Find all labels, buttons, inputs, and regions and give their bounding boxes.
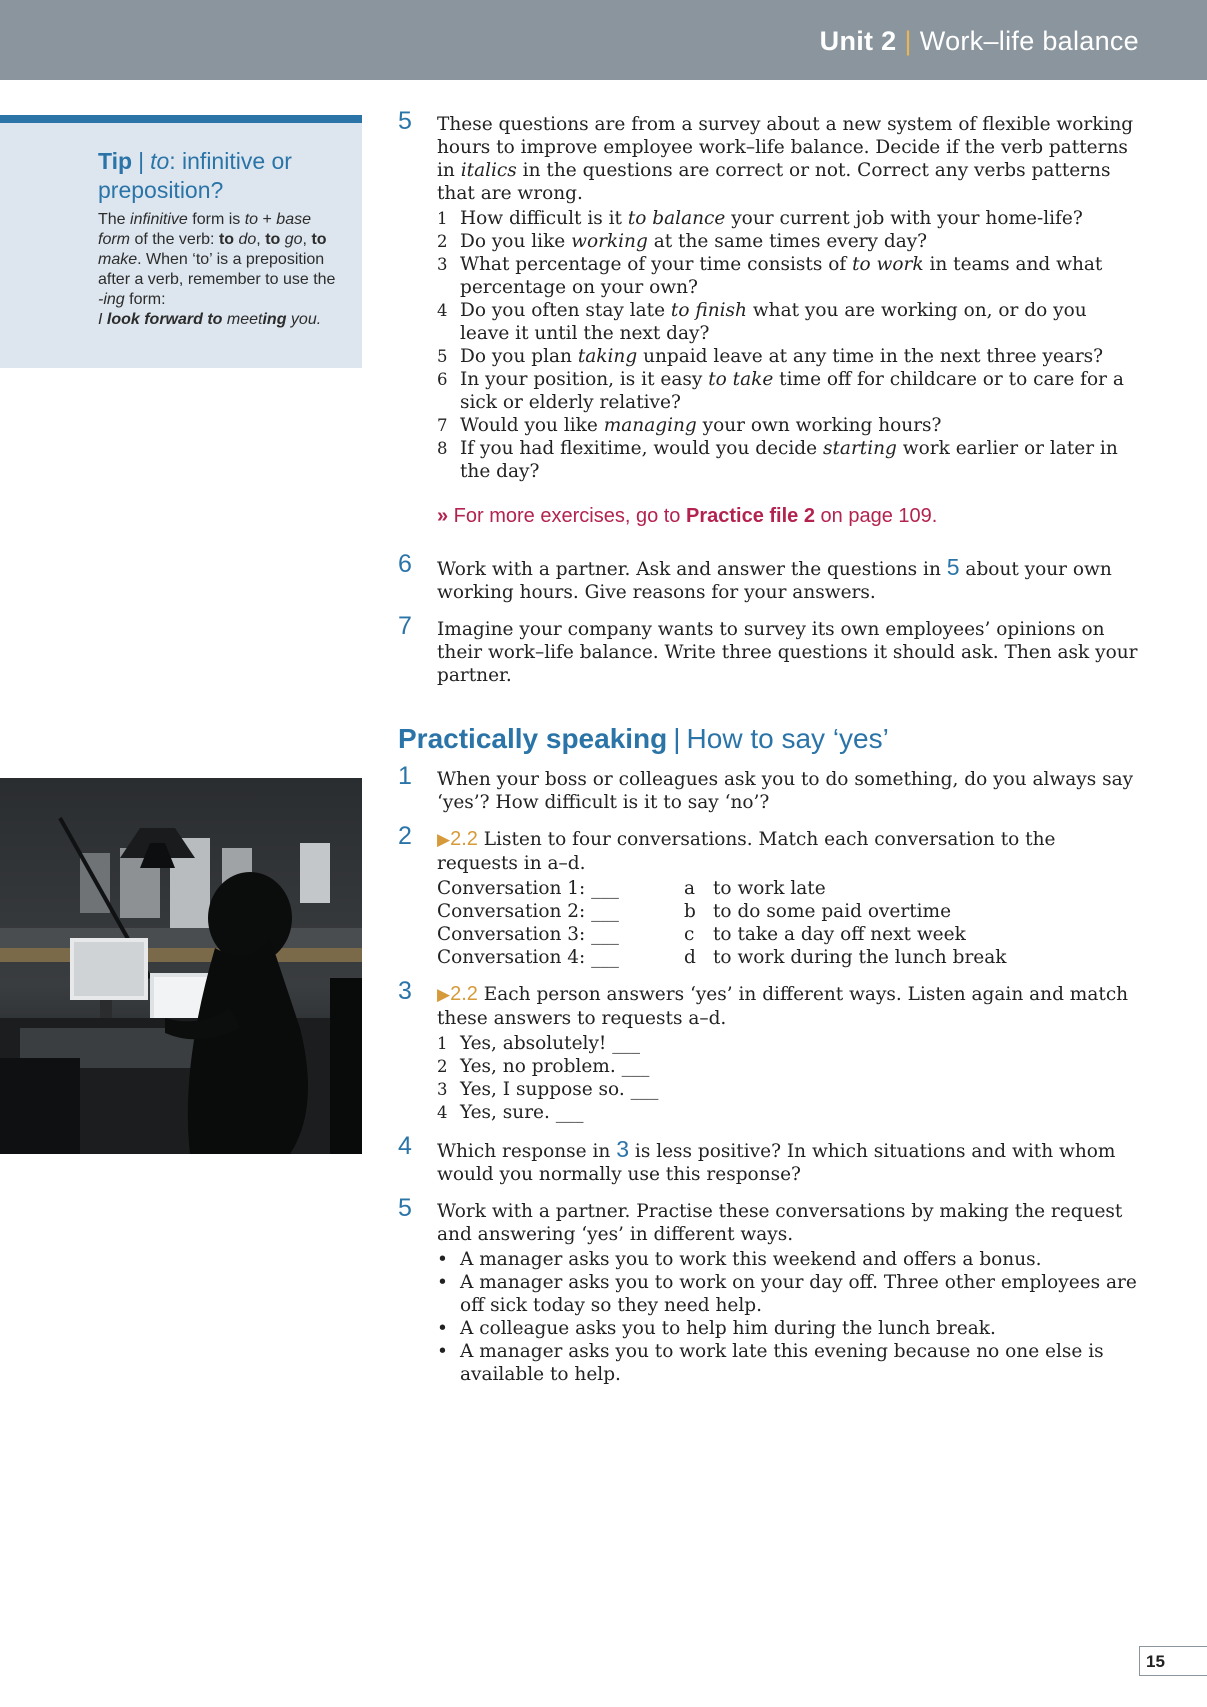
- tip-example-bold: look forward to: [106, 311, 223, 328]
- exercise-number: 3: [398, 977, 412, 1005]
- tip-label: Tip: [98, 148, 133, 174]
- item-text: in teams and what percentage on your own?: [460, 254, 1103, 298]
- list-item: [437, 414, 1138, 437]
- tip-text: of the verb:: [130, 231, 219, 248]
- play-audio-icon[interactable]: ▶: [437, 985, 451, 1005]
- instruction-text: Which response in: [437, 1141, 617, 1162]
- item-verb: to work: [852, 254, 924, 275]
- request-option: [684, 946, 1138, 969]
- tip-text: The: [98, 211, 131, 228]
- tip-text-bold: to: [311, 231, 327, 248]
- exercise-instruction: [437, 556, 1138, 604]
- exercise-6: [398, 550, 1138, 604]
- option-letter: a: [684, 878, 696, 899]
- item-number: 7: [437, 416, 448, 435]
- tip-text: ,: [302, 231, 312, 248]
- instruction-text: is less positive? In which situations and with whom would you normally use this response?: [437, 1141, 1116, 1185]
- conversation-item: Conversation 2: ___: [437, 901, 619, 922]
- conversation-item: Conversation 4: ___: [437, 947, 619, 968]
- link-bold: Practice file 2: [686, 505, 815, 527]
- instruction-italic: italics: [460, 160, 517, 181]
- item-number: 8: [437, 439, 448, 458]
- conversation-item: Conversation 3: ___: [437, 924, 619, 945]
- audio-track: 2.2: [450, 828, 478, 850]
- item-text: If you had flexitime, would you decide: [460, 438, 823, 459]
- item-text: your current job with your home-life?: [725, 208, 1083, 229]
- main-content: [398, 107, 1138, 1400]
- instruction-text: Listen to four conversations. Match each conversation to the requests in a–d.: [437, 829, 1056, 874]
- item-number: 4: [437, 1103, 448, 1122]
- exercise-number: 1: [398, 762, 412, 790]
- item-text: what you are working on, or do you leave it until the next day?: [460, 300, 1087, 344]
- unit-separator: |: [904, 26, 912, 56]
- list-item: [437, 253, 1138, 299]
- exercise-instruction: When your boss or colleagues ask you to do something, do you always say ‘yes’? How difficult is it to say ‘no’?: [437, 769, 1134, 813]
- office-photo-illustration: [0, 778, 362, 1154]
- request-option: [684, 877, 1138, 900]
- exercise-reference: 5: [946, 554, 960, 580]
- question-list: [437, 207, 1138, 483]
- item-text: Yes, no problem. ___: [460, 1056, 650, 1077]
- office-photo: [0, 778, 362, 1154]
- tip-text: form is: [187, 211, 245, 228]
- item-text: What percentage of your time consists of: [460, 254, 853, 275]
- option-letter: b: [684, 901, 696, 922]
- item-number: 1: [437, 1034, 448, 1053]
- instruction-text: about your own working hours. Give reasons for your answers.: [437, 559, 1112, 603]
- item-verb: taking: [577, 346, 638, 367]
- tip-example-text: I: [98, 311, 107, 328]
- tip-example-text: meet: [222, 311, 263, 328]
- item-text: Would you like: [460, 415, 604, 436]
- tip-text-italic: go: [280, 231, 303, 248]
- request-option: [684, 923, 1138, 946]
- item-text: In your position, is it easy: [460, 369, 709, 390]
- list-item: [437, 368, 1138, 414]
- item-text: at the same times every day?: [647, 231, 928, 252]
- item-text: Yes, absolutely! ___: [460, 1033, 640, 1054]
- unit-label: Unit 2: [819, 26, 897, 56]
- list-item: • A manager asks you to work late this evening because no one else is available to help.: [437, 1340, 1138, 1386]
- scenario-list: [437, 1248, 1138, 1386]
- item-text: your own working hours?: [696, 415, 942, 436]
- ps-exercise-1: [398, 762, 1138, 814]
- list-item: [437, 437, 1138, 483]
- item-text: Do you often stay late: [460, 300, 671, 321]
- option-text: to do some paid overtime: [713, 901, 952, 922]
- list-item: [437, 1078, 1138, 1101]
- exercise-instruction: Work with a partner. Practise these conversations by making the request and answering ‘yes’ in different ways.: [437, 1201, 1123, 1245]
- tip-text-italic: -ing: [98, 291, 125, 308]
- exercise-reference: 3: [616, 1136, 630, 1162]
- unit-title: [820, 26, 1139, 57]
- instruction-text: Each person answers ‘yes’ in different ways. Listen again and match these answers to requests a–d.: [437, 984, 1129, 1029]
- instruction-text: in the questions are correct or not. Correct any verbs patterns that are wrong.: [437, 160, 1111, 204]
- option-letter: d: [684, 947, 696, 968]
- tip-title-rest: : infinitive or preposition?: [98, 148, 292, 203]
- exercise-number: 5: [398, 107, 412, 135]
- tip-text: . When ‘to’ is a preposition after a verb, remember to use the: [98, 251, 336, 288]
- exercise-number: 2: [398, 822, 412, 850]
- tip-text-italic: do: [234, 231, 257, 248]
- list-item: [437, 345, 1138, 368]
- tip-title-italic: to: [150, 148, 170, 174]
- exercise-instruction: [437, 113, 1138, 205]
- item-text: time off for childcare or to care for a sick or elderly relative?: [460, 369, 1124, 413]
- page-header: [0, 0, 1207, 80]
- list-item: • A colleague asks you to help him during the lunch break.: [437, 1317, 1138, 1340]
- page-number: 15: [1139, 1646, 1207, 1676]
- list-item: [437, 1101, 1138, 1124]
- item-text: Do you plan: [460, 346, 578, 367]
- tip-text-italic: base form: [98, 211, 311, 248]
- item-verb: to balance: [627, 208, 726, 229]
- ps-exercise-3: [398, 977, 1138, 1124]
- item-verb: managing: [603, 415, 697, 436]
- option-text: to take a day off next week: [713, 924, 966, 945]
- option-text: to work during the lunch break: [713, 947, 1007, 968]
- section-heading-rest: How to say ‘yes’: [686, 723, 889, 754]
- list-item: [437, 230, 1138, 253]
- list-item: • A manager asks you to work this weekend and offers a bonus.: [437, 1248, 1138, 1271]
- instruction-text: Work with a partner. Ask and answer the questions in: [437, 559, 947, 580]
- tip-text-bold: to: [265, 231, 281, 248]
- audio-track: 2.2: [450, 983, 478, 1005]
- answer-list: [437, 1032, 1138, 1124]
- item-verb: working: [571, 231, 648, 252]
- item-text: Yes, sure. ___: [460, 1102, 584, 1123]
- tip-text-bold: to: [218, 231, 235, 248]
- tip-example: [98, 310, 342, 330]
- tip-text: form:: [124, 291, 166, 308]
- exercise-7: [398, 612, 1138, 687]
- item-number: 6: [437, 370, 448, 389]
- request-option: [684, 900, 1138, 923]
- exercise-5: [398, 107, 1138, 483]
- option-letter: c: [684, 924, 695, 945]
- exercise-instruction: [437, 1138, 1138, 1186]
- item-number: 2: [437, 1057, 448, 1076]
- tip-separator: |: [138, 148, 145, 174]
- tip-text-italic: to: [244, 211, 259, 228]
- practice-file-link[interactable]: [437, 505, 1138, 528]
- tip-heading: [98, 147, 342, 205]
- instruction-text: These questions are from a survey about a new system of flexible working hours to improve employee work–life balance. Decide if the verb patterns in: [437, 114, 1134, 181]
- conversation-item: Conversation 1: ___: [437, 878, 619, 899]
- list-item: [437, 1032, 1138, 1055]
- tip-text: +: [258, 211, 277, 228]
- exercise-number: 5: [398, 1194, 412, 1222]
- option-text: to work late: [713, 878, 826, 899]
- section-heading: [398, 723, 1138, 754]
- section-separator: |: [673, 723, 681, 754]
- item-text: unpaid leave at any time in the next three years?: [637, 346, 1104, 367]
- list-item: [437, 299, 1138, 345]
- item-number: 1: [437, 209, 448, 228]
- list-item: [437, 207, 1138, 230]
- item-text: Do you like: [460, 231, 572, 252]
- tip-example-text: you.: [286, 311, 322, 328]
- tip-example-bold: ing: [262, 311, 287, 328]
- item-number: 4: [437, 301, 448, 320]
- list-item: • A manager asks you to work on your day off. Three other employees are off sick today so they need help.: [437, 1271, 1138, 1317]
- item-number: 2: [437, 232, 448, 251]
- unit-topic: Work–life balance: [919, 26, 1139, 56]
- exercise-instruction: Imagine your company wants to survey its own employees’ opinions on their work–life balance. Write three questions it should ask. Then ask your partner.: [437, 619, 1138, 686]
- ps-exercise-4: [398, 1132, 1138, 1186]
- exercise-number: 6: [398, 550, 412, 578]
- item-text: Yes, I suppose so. ___: [460, 1079, 659, 1100]
- item-verb: starting: [822, 438, 897, 459]
- exercise-instruction: [437, 983, 1138, 1030]
- chevron-right-icon: »: [437, 505, 449, 527]
- list-item: [437, 1055, 1138, 1078]
- item-text: How difficult is it: [460, 208, 628, 229]
- tip-text-italic: infinitive: [130, 211, 188, 228]
- item-number: 3: [437, 1080, 448, 1099]
- item-number: 5: [437, 347, 448, 366]
- ps-exercise-5: [398, 1194, 1138, 1386]
- ps-exercise-2: [398, 822, 1138, 969]
- matching-table: [437, 877, 1138, 969]
- item-number: 3: [437, 255, 448, 274]
- exercise-number: 7: [398, 612, 412, 640]
- tip-text: ,: [256, 231, 266, 248]
- tip-body: [98, 210, 342, 330]
- exercise-instruction: [437, 828, 1138, 875]
- tip-explanation: [98, 210, 342, 310]
- item-verb: to take: [708, 369, 774, 390]
- section-heading-bold: Practically speaking: [398, 723, 668, 754]
- tip-text-italic: make: [98, 251, 138, 268]
- exercise-number: 4: [398, 1132, 412, 1160]
- item-text: work earlier or later in the day?: [460, 438, 1118, 482]
- link-text: For more exercises, go to: [448, 505, 686, 527]
- tip-box: [0, 115, 362, 368]
- item-verb: to finish: [670, 300, 747, 321]
- play-audio-icon[interactable]: ▶: [437, 830, 451, 850]
- link-text: on page 109.: [814, 505, 938, 527]
